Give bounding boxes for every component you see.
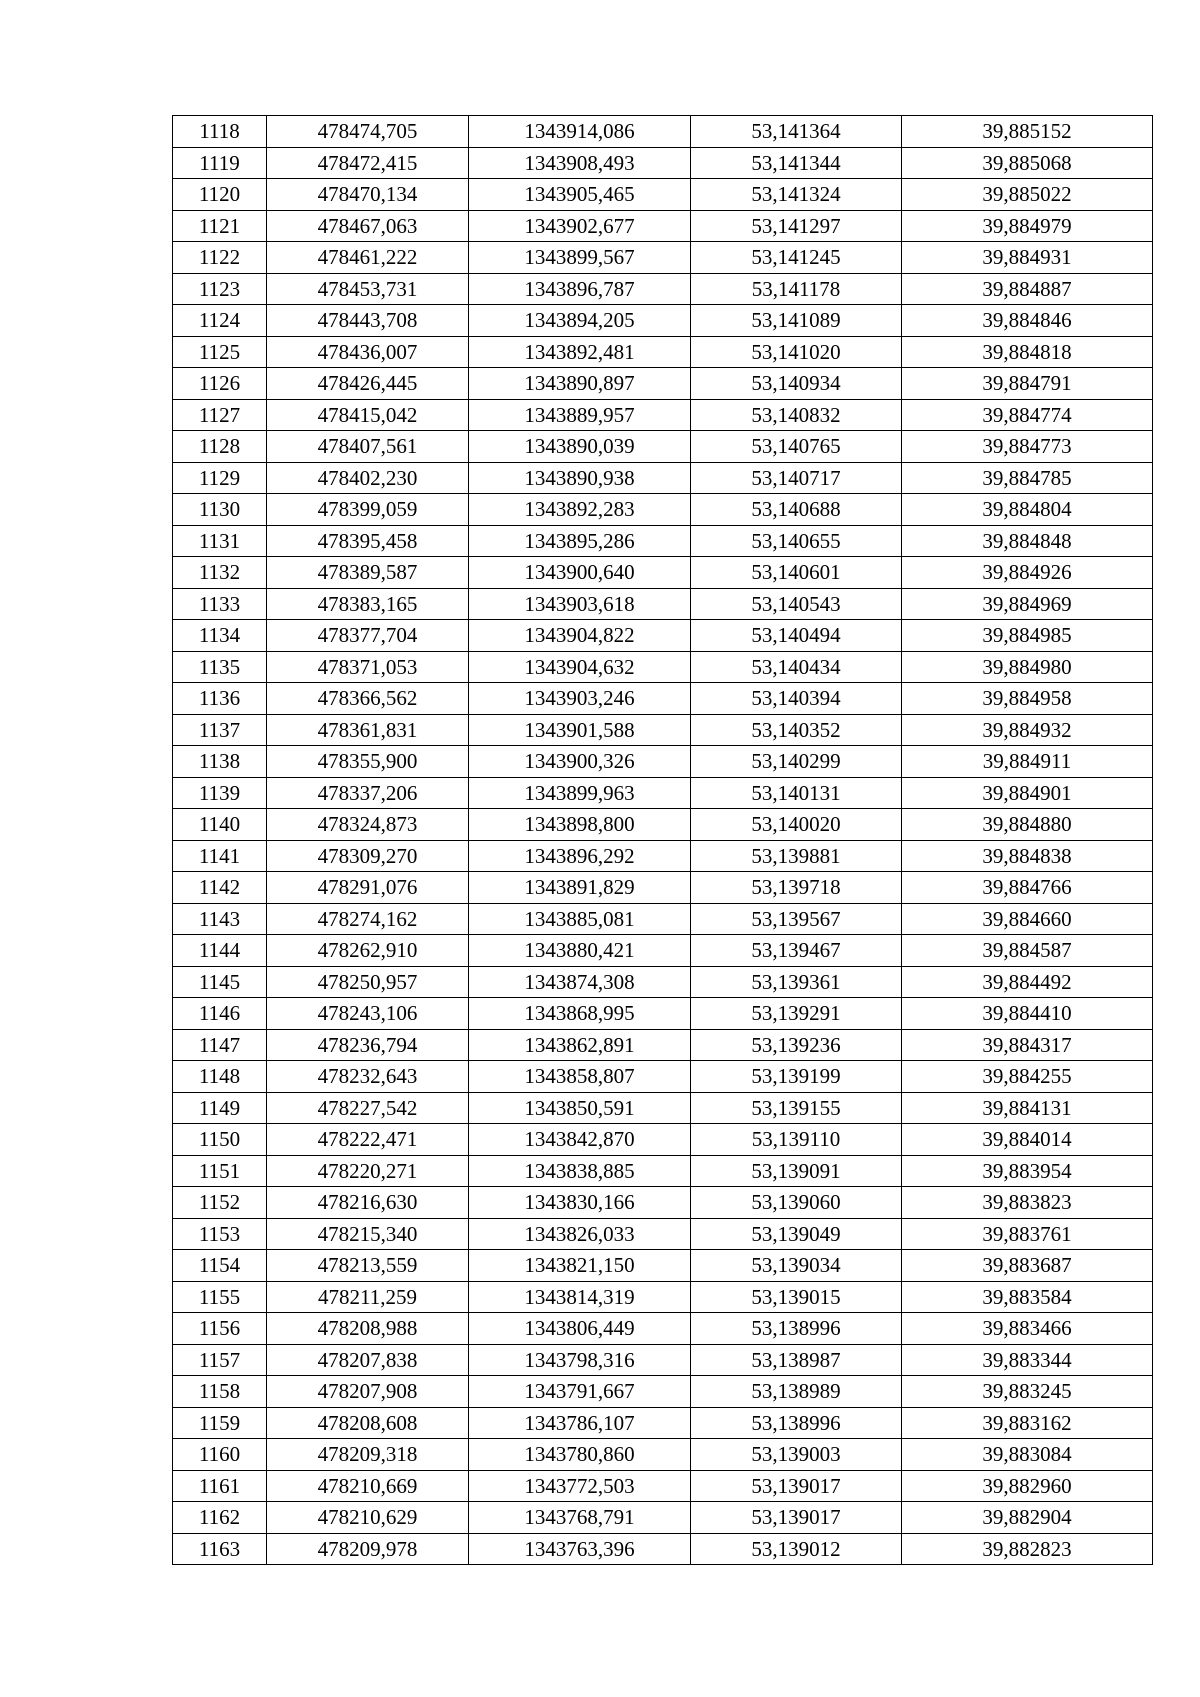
longitude-cell: 39,884255	[902, 1061, 1153, 1093]
latitude-cell: 53,139718	[691, 872, 902, 904]
point-number-cell: 1124	[173, 305, 267, 337]
point-number-cell: 1139	[173, 777, 267, 809]
y-coordinate-cell: 1343890,897	[469, 368, 691, 400]
table-row	[173, 588, 1153, 620]
point-number-cell: 1142	[173, 872, 267, 904]
y-coordinate-cell: 1343890,938	[469, 462, 691, 494]
y-coordinate-cell: 1343889,957	[469, 399, 691, 431]
table-row	[173, 462, 1153, 494]
latitude-cell: 53,139467	[691, 935, 902, 967]
table-row	[173, 494, 1153, 526]
point-number-cell: 1140	[173, 809, 267, 841]
longitude-cell: 39,882904	[902, 1502, 1153, 1534]
longitude-cell: 39,883584	[902, 1281, 1153, 1313]
x-coordinate-cell: 478415,042	[267, 399, 469, 431]
table-row	[173, 1281, 1153, 1313]
longitude-cell: 39,882960	[902, 1470, 1153, 1502]
x-coordinate-cell: 478395,458	[267, 525, 469, 557]
x-coordinate-cell: 478209,978	[267, 1533, 469, 1565]
longitude-cell: 39,884791	[902, 368, 1153, 400]
table-row	[173, 305, 1153, 337]
table-row	[173, 1155, 1153, 1187]
y-coordinate-cell: 1343890,039	[469, 431, 691, 463]
y-coordinate-cell: 1343908,493	[469, 147, 691, 179]
y-coordinate-cell: 1343814,319	[469, 1281, 691, 1313]
x-coordinate-cell: 478215,340	[267, 1218, 469, 1250]
latitude-cell: 53,138987	[691, 1344, 902, 1376]
latitude-cell: 53,141344	[691, 147, 902, 179]
latitude-cell: 53,141364	[691, 116, 902, 148]
y-coordinate-cell: 1343826,033	[469, 1218, 691, 1250]
table-row	[173, 714, 1153, 746]
latitude-cell: 53,140688	[691, 494, 902, 526]
longitude-cell: 39,883162	[902, 1407, 1153, 1439]
point-number-cell: 1143	[173, 903, 267, 935]
longitude-cell: 39,884848	[902, 525, 1153, 557]
longitude-cell: 39,884901	[902, 777, 1153, 809]
point-number-cell: 1141	[173, 840, 267, 872]
x-coordinate-cell: 478355,900	[267, 746, 469, 778]
point-number-cell: 1137	[173, 714, 267, 746]
latitude-cell: 53,140299	[691, 746, 902, 778]
point-number-cell: 1145	[173, 966, 267, 998]
point-number-cell: 1147	[173, 1029, 267, 1061]
latitude-cell: 53,141324	[691, 179, 902, 211]
longitude-cell: 39,884818	[902, 336, 1153, 368]
point-number-cell: 1151	[173, 1155, 267, 1187]
longitude-cell: 39,884660	[902, 903, 1153, 935]
table-row	[173, 1376, 1153, 1408]
x-coordinate-cell: 478262,910	[267, 935, 469, 967]
longitude-cell: 39,885152	[902, 116, 1153, 148]
point-number-cell: 1134	[173, 620, 267, 652]
latitude-cell: 53,139034	[691, 1250, 902, 1282]
x-coordinate-cell: 478371,053	[267, 651, 469, 683]
x-coordinate-cell: 478207,838	[267, 1344, 469, 1376]
point-number-cell: 1123	[173, 273, 267, 305]
latitude-cell: 53,139155	[691, 1092, 902, 1124]
x-coordinate-cell: 478472,415	[267, 147, 469, 179]
latitude-cell: 53,141089	[691, 305, 902, 337]
table-row	[173, 116, 1153, 148]
table-row	[173, 336, 1153, 368]
x-coordinate-cell: 478210,669	[267, 1470, 469, 1502]
point-number-cell: 1152	[173, 1187, 267, 1219]
latitude-cell: 53,140020	[691, 809, 902, 841]
x-coordinate-cell: 478377,704	[267, 620, 469, 652]
y-coordinate-cell: 1343892,481	[469, 336, 691, 368]
x-coordinate-cell: 478216,630	[267, 1187, 469, 1219]
longitude-cell: 39,884880	[902, 809, 1153, 841]
y-coordinate-cell: 1343806,449	[469, 1313, 691, 1345]
longitude-cell: 39,883245	[902, 1376, 1153, 1408]
table-row	[173, 210, 1153, 242]
table-row	[173, 179, 1153, 211]
latitude-cell: 53,139567	[691, 903, 902, 935]
x-coordinate-cell: 478467,063	[267, 210, 469, 242]
y-coordinate-cell: 1343892,283	[469, 494, 691, 526]
table-row	[173, 1187, 1153, 1219]
longitude-cell: 39,884846	[902, 305, 1153, 337]
latitude-cell: 53,139091	[691, 1155, 902, 1187]
table-row	[173, 147, 1153, 179]
table-row	[173, 1124, 1153, 1156]
latitude-cell: 53,140601	[691, 557, 902, 589]
point-number-cell: 1144	[173, 935, 267, 967]
x-coordinate-cell: 478309,270	[267, 840, 469, 872]
y-coordinate-cell: 1343901,588	[469, 714, 691, 746]
x-coordinate-cell: 478436,007	[267, 336, 469, 368]
x-coordinate-cell: 478222,471	[267, 1124, 469, 1156]
x-coordinate-cell: 478474,705	[267, 116, 469, 148]
longitude-cell: 39,884766	[902, 872, 1153, 904]
table-row	[173, 683, 1153, 715]
point-number-cell: 1126	[173, 368, 267, 400]
longitude-cell: 39,884958	[902, 683, 1153, 715]
point-number-cell: 1129	[173, 462, 267, 494]
y-coordinate-cell: 1343904,632	[469, 651, 691, 683]
latitude-cell: 53,140352	[691, 714, 902, 746]
y-coordinate-cell: 1343885,081	[469, 903, 691, 935]
point-number-cell: 1122	[173, 242, 267, 274]
y-coordinate-cell: 1343900,326	[469, 746, 691, 778]
x-coordinate-cell: 478243,106	[267, 998, 469, 1030]
x-coordinate-cell: 478227,542	[267, 1092, 469, 1124]
table-row	[173, 557, 1153, 589]
y-coordinate-cell: 1343891,829	[469, 872, 691, 904]
x-coordinate-cell: 478443,708	[267, 305, 469, 337]
latitude-cell: 53,140717	[691, 462, 902, 494]
y-coordinate-cell: 1343763,396	[469, 1533, 691, 1565]
latitude-cell: 53,141297	[691, 210, 902, 242]
point-number-cell: 1150	[173, 1124, 267, 1156]
table-row	[173, 651, 1153, 683]
x-coordinate-cell: 478211,259	[267, 1281, 469, 1313]
y-coordinate-cell: 1343842,870	[469, 1124, 691, 1156]
x-coordinate-cell: 478453,731	[267, 273, 469, 305]
table-row	[173, 966, 1153, 998]
point-number-cell: 1131	[173, 525, 267, 557]
table-row	[173, 1250, 1153, 1282]
table-row	[173, 809, 1153, 841]
point-number-cell: 1160	[173, 1439, 267, 1471]
x-coordinate-cell: 478324,873	[267, 809, 469, 841]
longitude-cell: 39,884773	[902, 431, 1153, 463]
longitude-cell: 39,884926	[902, 557, 1153, 589]
table-row	[173, 1313, 1153, 1345]
x-coordinate-cell: 478207,908	[267, 1376, 469, 1408]
latitude-cell: 53,140832	[691, 399, 902, 431]
table-row	[173, 1439, 1153, 1471]
y-coordinate-cell: 1343880,421	[469, 935, 691, 967]
x-coordinate-cell: 478361,831	[267, 714, 469, 746]
point-number-cell: 1154	[173, 1250, 267, 1282]
latitude-cell: 53,139236	[691, 1029, 902, 1061]
longitude-cell: 39,883084	[902, 1439, 1153, 1471]
point-number-cell: 1130	[173, 494, 267, 526]
point-number-cell: 1148	[173, 1061, 267, 1093]
x-coordinate-cell: 478337,206	[267, 777, 469, 809]
y-coordinate-cell: 1343903,246	[469, 683, 691, 715]
y-coordinate-cell: 1343914,086	[469, 116, 691, 148]
point-number-cell: 1138	[173, 746, 267, 778]
longitude-cell: 39,884985	[902, 620, 1153, 652]
latitude-cell: 53,138996	[691, 1313, 902, 1345]
x-coordinate-cell: 478426,445	[267, 368, 469, 400]
point-number-cell: 1121	[173, 210, 267, 242]
coordinates-table-body	[173, 116, 1153, 1565]
longitude-cell: 39,884774	[902, 399, 1153, 431]
longitude-cell: 39,884969	[902, 588, 1153, 620]
longitude-cell: 39,884979	[902, 210, 1153, 242]
x-coordinate-cell: 478274,162	[267, 903, 469, 935]
latitude-cell: 53,140765	[691, 431, 902, 463]
point-number-cell: 1127	[173, 399, 267, 431]
latitude-cell: 53,139049	[691, 1218, 902, 1250]
latitude-cell: 53,140394	[691, 683, 902, 715]
table-row	[173, 1533, 1153, 1565]
y-coordinate-cell: 1343791,667	[469, 1376, 691, 1408]
longitude-cell: 39,884492	[902, 966, 1153, 998]
x-coordinate-cell: 478250,957	[267, 966, 469, 998]
longitude-cell: 39,885068	[902, 147, 1153, 179]
table-row	[173, 1407, 1153, 1439]
latitude-cell: 53,138989	[691, 1376, 902, 1408]
table-row	[173, 777, 1153, 809]
table-row	[173, 431, 1153, 463]
table-row	[173, 1218, 1153, 1250]
point-number-cell: 1133	[173, 588, 267, 620]
longitude-cell: 39,883761	[902, 1218, 1153, 1250]
latitude-cell: 53,139012	[691, 1533, 902, 1565]
point-number-cell: 1163	[173, 1533, 267, 1565]
y-coordinate-cell: 1343899,963	[469, 777, 691, 809]
point-number-cell: 1136	[173, 683, 267, 715]
table-row	[173, 242, 1153, 274]
x-coordinate-cell: 478399,059	[267, 494, 469, 526]
y-coordinate-cell: 1343905,465	[469, 179, 691, 211]
longitude-cell: 39,884014	[902, 1124, 1153, 1156]
point-number-cell: 1162	[173, 1502, 267, 1534]
point-number-cell: 1120	[173, 179, 267, 211]
point-number-cell: 1153	[173, 1218, 267, 1250]
longitude-cell: 39,882823	[902, 1533, 1153, 1565]
point-number-cell: 1155	[173, 1281, 267, 1313]
table-row	[173, 620, 1153, 652]
x-coordinate-cell: 478470,134	[267, 179, 469, 211]
table-row	[173, 368, 1153, 400]
table-row	[173, 1344, 1153, 1376]
longitude-cell: 39,884410	[902, 998, 1153, 1030]
latitude-cell: 53,141020	[691, 336, 902, 368]
longitude-cell: 39,883687	[902, 1250, 1153, 1282]
latitude-cell: 53,139881	[691, 840, 902, 872]
x-coordinate-cell: 478210,629	[267, 1502, 469, 1534]
table-row	[173, 998, 1153, 1030]
latitude-cell: 53,139361	[691, 966, 902, 998]
longitude-cell: 39,884911	[902, 746, 1153, 778]
latitude-cell: 53,140543	[691, 588, 902, 620]
x-coordinate-cell: 478232,643	[267, 1061, 469, 1093]
point-number-cell: 1132	[173, 557, 267, 589]
longitude-cell: 39,883344	[902, 1344, 1153, 1376]
y-coordinate-cell: 1343798,316	[469, 1344, 691, 1376]
point-number-cell: 1158	[173, 1376, 267, 1408]
latitude-cell: 53,140434	[691, 651, 902, 683]
x-coordinate-cell: 478402,230	[267, 462, 469, 494]
y-coordinate-cell: 1343838,885	[469, 1155, 691, 1187]
y-coordinate-cell: 1343862,891	[469, 1029, 691, 1061]
point-number-cell: 1135	[173, 651, 267, 683]
table-row	[173, 525, 1153, 557]
longitude-cell: 39,884131	[902, 1092, 1153, 1124]
table-row	[173, 1470, 1153, 1502]
y-coordinate-cell: 1343780,860	[469, 1439, 691, 1471]
y-coordinate-cell: 1343768,791	[469, 1502, 691, 1534]
y-coordinate-cell: 1343894,205	[469, 305, 691, 337]
y-coordinate-cell: 1343874,308	[469, 966, 691, 998]
point-number-cell: 1156	[173, 1313, 267, 1345]
x-coordinate-cell: 478407,561	[267, 431, 469, 463]
table-row	[173, 872, 1153, 904]
y-coordinate-cell: 1343821,150	[469, 1250, 691, 1282]
x-coordinate-cell: 478291,076	[267, 872, 469, 904]
latitude-cell: 53,139017	[691, 1470, 902, 1502]
latitude-cell: 53,140934	[691, 368, 902, 400]
table-row	[173, 399, 1153, 431]
latitude-cell: 53,140655	[691, 525, 902, 557]
x-coordinate-cell: 478208,988	[267, 1313, 469, 1345]
longitude-cell: 39,883954	[902, 1155, 1153, 1187]
point-number-cell: 1119	[173, 147, 267, 179]
y-coordinate-cell: 1343896,787	[469, 273, 691, 305]
latitude-cell: 53,139017	[691, 1502, 902, 1534]
table-row	[173, 903, 1153, 935]
x-coordinate-cell: 478366,562	[267, 683, 469, 715]
point-number-cell: 1149	[173, 1092, 267, 1124]
y-coordinate-cell: 1343904,822	[469, 620, 691, 652]
table-row	[173, 746, 1153, 778]
y-coordinate-cell: 1343850,591	[469, 1092, 691, 1124]
point-number-cell: 1128	[173, 431, 267, 463]
table-row	[173, 1092, 1153, 1124]
x-coordinate-cell: 478389,587	[267, 557, 469, 589]
longitude-cell: 39,884838	[902, 840, 1153, 872]
y-coordinate-cell: 1343868,995	[469, 998, 691, 1030]
y-coordinate-cell: 1343786,107	[469, 1407, 691, 1439]
table-row	[173, 1502, 1153, 1534]
y-coordinate-cell: 1343830,166	[469, 1187, 691, 1219]
longitude-cell: 39,883823	[902, 1187, 1153, 1219]
y-coordinate-cell: 1343898,800	[469, 809, 691, 841]
y-coordinate-cell: 1343903,618	[469, 588, 691, 620]
latitude-cell: 53,139291	[691, 998, 902, 1030]
table-row	[173, 273, 1153, 305]
y-coordinate-cell: 1343772,503	[469, 1470, 691, 1502]
latitude-cell: 53,139003	[691, 1439, 902, 1471]
latitude-cell: 53,141178	[691, 273, 902, 305]
x-coordinate-cell: 478236,794	[267, 1029, 469, 1061]
point-number-cell: 1118	[173, 116, 267, 148]
longitude-cell: 39,884887	[902, 273, 1153, 305]
latitude-cell: 53,139015	[691, 1281, 902, 1313]
point-number-cell: 1159	[173, 1407, 267, 1439]
point-number-cell: 1125	[173, 336, 267, 368]
y-coordinate-cell: 1343858,807	[469, 1061, 691, 1093]
point-number-cell: 1161	[173, 1470, 267, 1502]
longitude-cell: 39,884785	[902, 462, 1153, 494]
point-number-cell: 1157	[173, 1344, 267, 1376]
x-coordinate-cell: 478208,608	[267, 1407, 469, 1439]
latitude-cell: 53,139199	[691, 1061, 902, 1093]
latitude-cell: 53,139110	[691, 1124, 902, 1156]
table-row	[173, 1029, 1153, 1061]
x-coordinate-cell: 478220,271	[267, 1155, 469, 1187]
longitude-cell: 39,884980	[902, 651, 1153, 683]
longitude-cell: 39,884587	[902, 935, 1153, 967]
latitude-cell: 53,138996	[691, 1407, 902, 1439]
latitude-cell: 53,140494	[691, 620, 902, 652]
x-coordinate-cell: 478213,559	[267, 1250, 469, 1282]
table-row	[173, 1061, 1153, 1093]
table-row	[173, 840, 1153, 872]
latitude-cell: 53,140131	[691, 777, 902, 809]
x-coordinate-cell: 478461,222	[267, 242, 469, 274]
y-coordinate-cell: 1343896,292	[469, 840, 691, 872]
x-coordinate-cell: 478383,165	[267, 588, 469, 620]
longitude-cell: 39,884931	[902, 242, 1153, 274]
point-number-cell: 1146	[173, 998, 267, 1030]
latitude-cell: 53,139060	[691, 1187, 902, 1219]
latitude-cell: 53,141245	[691, 242, 902, 274]
y-coordinate-cell: 1343902,677	[469, 210, 691, 242]
longitude-cell: 39,883466	[902, 1313, 1153, 1345]
x-coordinate-cell: 478209,318	[267, 1439, 469, 1471]
longitude-cell: 39,884804	[902, 494, 1153, 526]
longitude-cell: 39,884317	[902, 1029, 1153, 1061]
y-coordinate-cell: 1343895,286	[469, 525, 691, 557]
coordinates-table	[172, 115, 1153, 1565]
longitude-cell: 39,885022	[902, 179, 1153, 211]
y-coordinate-cell: 1343899,567	[469, 242, 691, 274]
longitude-cell: 39,884932	[902, 714, 1153, 746]
table-row	[173, 935, 1153, 967]
y-coordinate-cell: 1343900,640	[469, 557, 691, 589]
